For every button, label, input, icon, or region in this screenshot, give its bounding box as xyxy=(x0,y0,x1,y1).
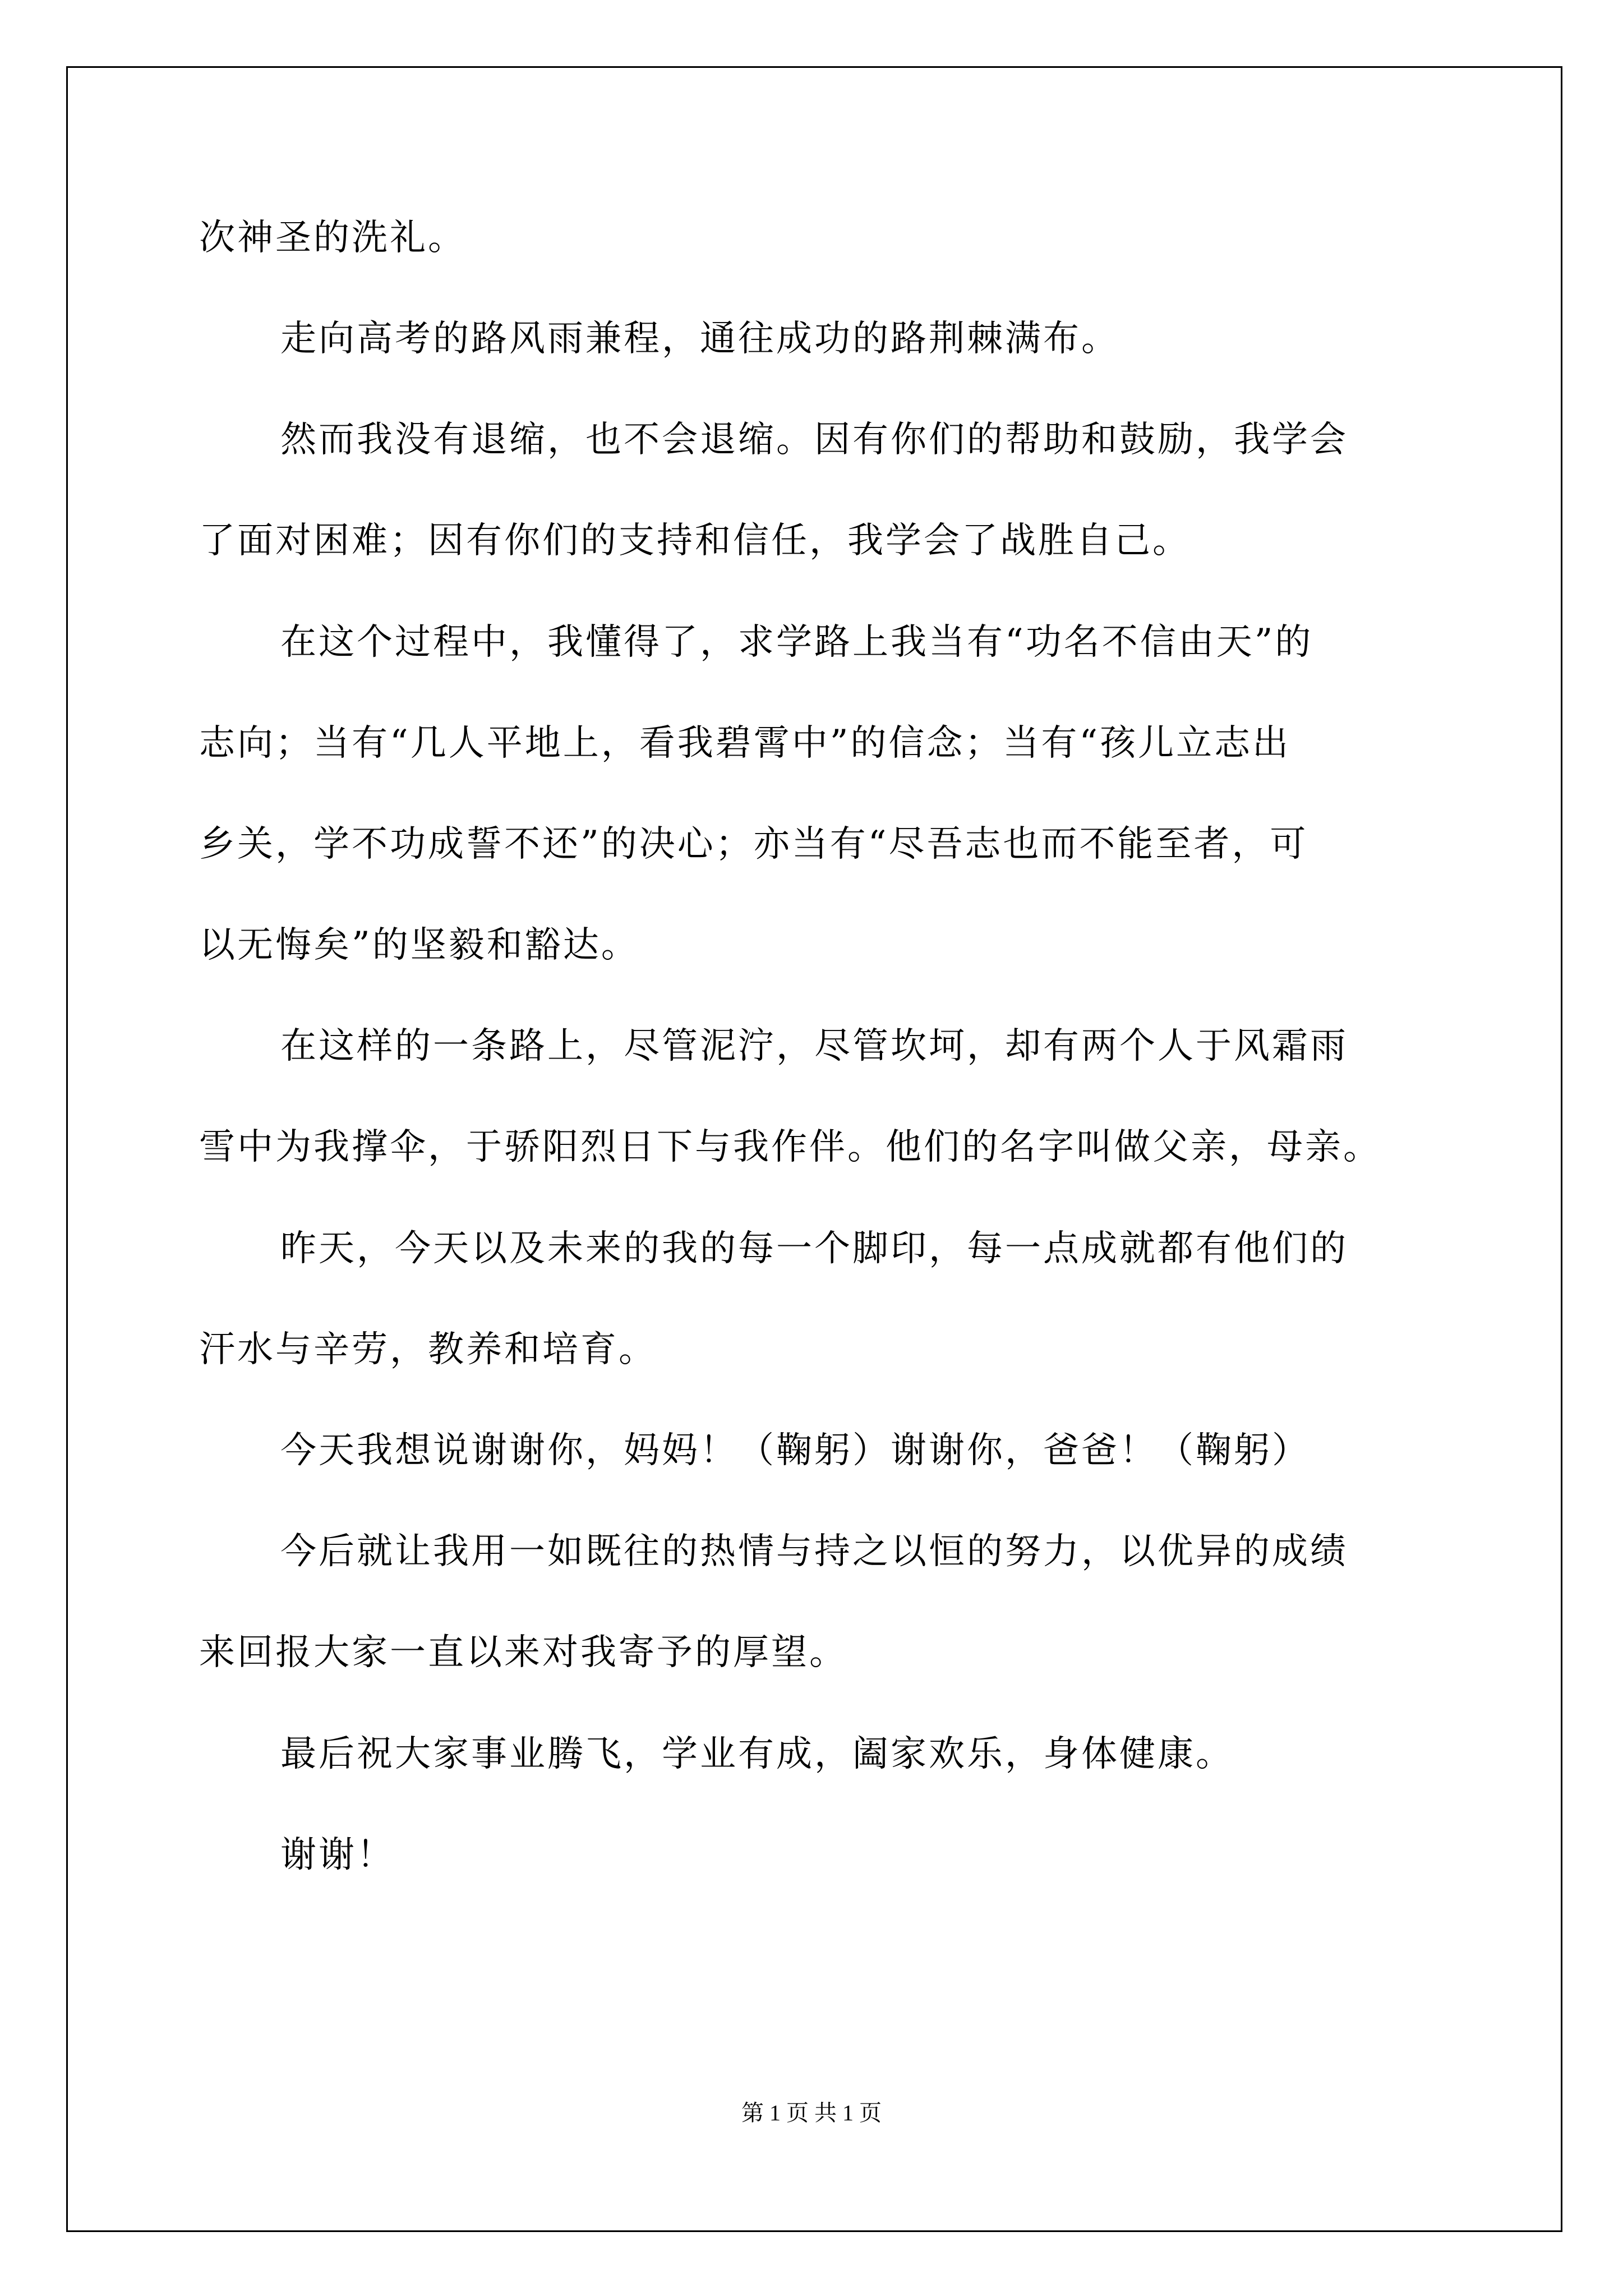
text-line: 汗水与辛劳，教养和培育。 xyxy=(199,1329,657,1370)
text-line: 今天我想说谢谢你，妈妈！（鞠躬）谢谢你，爸爸！（鞠躬） xyxy=(280,1430,1310,1471)
text-line: 在这个过程中，我懂得了，求学路上我当有“功名不信由天”的 xyxy=(280,622,1313,663)
text-line: 今后就让我用一如既往的热情与持之以恒的努力，以优异的成绩 xyxy=(280,1531,1348,1572)
text-line: 次神圣的洗礼。 xyxy=(199,217,466,259)
text-line: 谢谢！ xyxy=(280,1834,395,1876)
text-line: 最后祝大家事业腾飞，学业有成，阖家欢乐，身体健康。 xyxy=(280,1733,1234,1775)
text-line: 然而我没有退缩，也不会退缩。因有你们的帮助和鼓励，我学会 xyxy=(280,419,1348,461)
text-line: 走向高考的路风雨兼程，通往成功的路荆棘满布。 xyxy=(280,318,1119,360)
text-line: 志向；当有“几人平地上，看我碧霄中”的信念；当有“孩儿立志出 xyxy=(199,723,1291,764)
text-line: 乡关，学不功成誓不还”的决心；亦当有“尽吾志也而不能至者，可 xyxy=(199,823,1308,865)
page-number-footer: 第 1 页 共 1 页 xyxy=(741,2100,882,2125)
text-line: 了面对困难；因有你们的支持和信任，我学会了战胜自己。 xyxy=(199,520,1191,562)
text-line: 在这样的一条路上，尽管泥泞，尽管坎坷，却有两个人于风霜雨 xyxy=(280,1025,1348,1067)
text-line: 来回报大家一直以来对我寄予的厚望。 xyxy=(199,1632,847,1673)
text-line: 以无悔矣”的坚毅和豁达。 xyxy=(199,924,639,966)
text-line: 昨天，今天以及未来的我的每一个脚印，每一点成就都有他们的 xyxy=(280,1228,1348,1269)
text-line: 雪中为我撑伞，于骄阳烈日下与我作伴。他们的名字叫做父亲，母亲。 xyxy=(199,1126,1381,1168)
